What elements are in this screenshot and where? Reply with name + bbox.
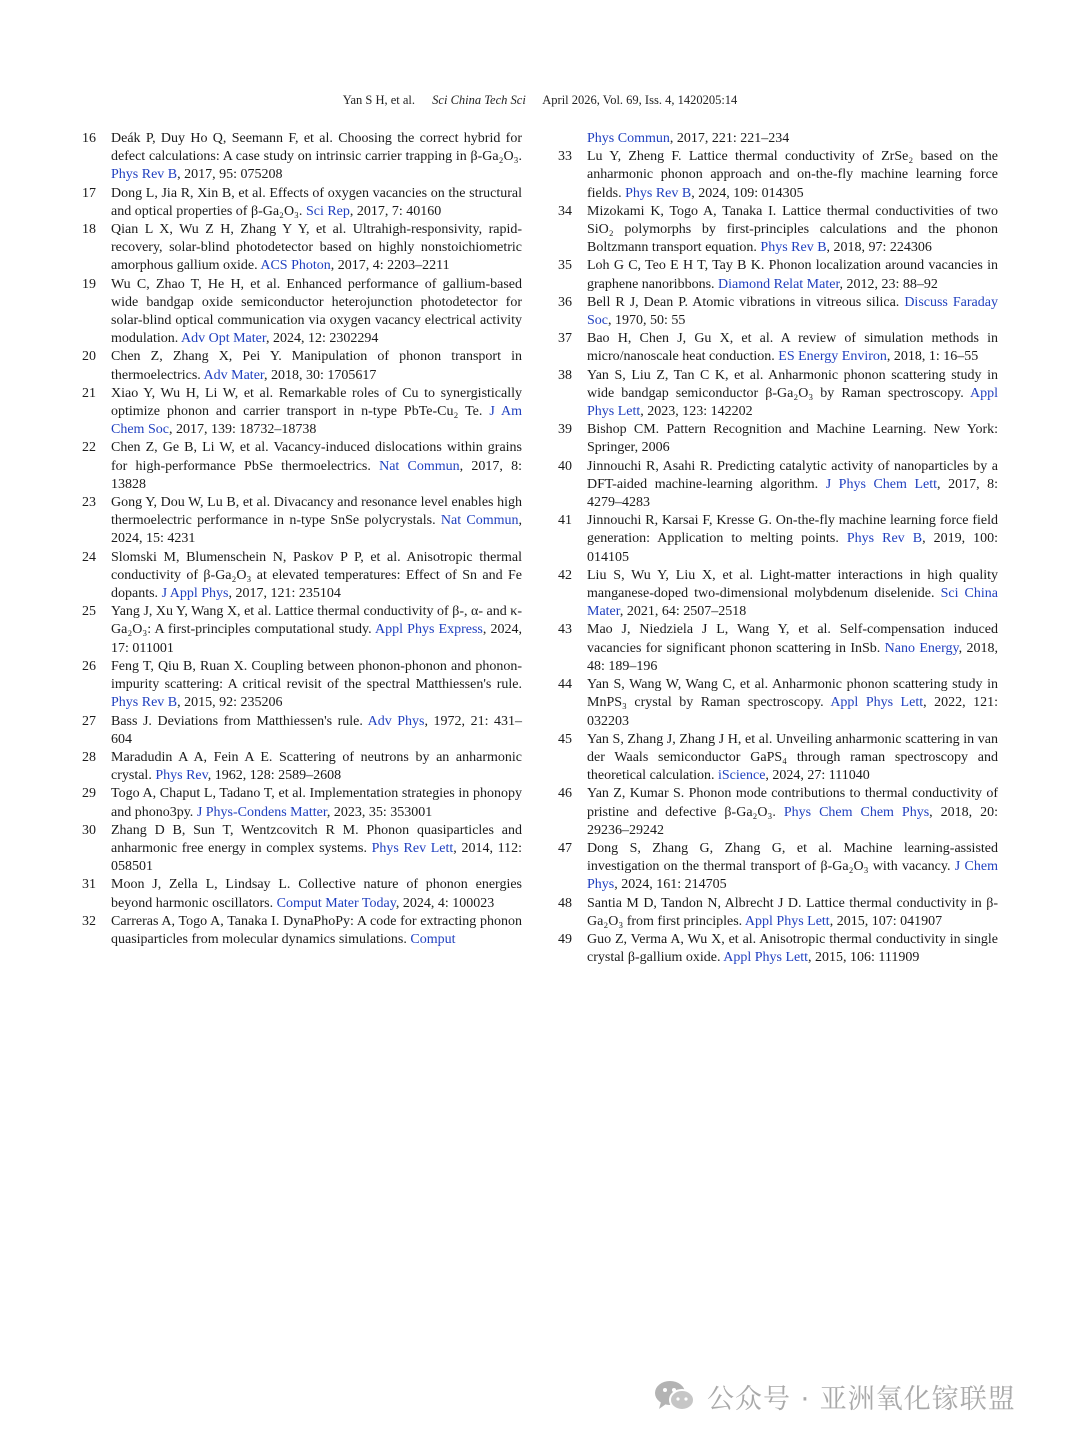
watermark-text: 公众号 · 亚洲氧化镓联盟: [707, 1383, 1016, 1415]
journal-link[interactable]: Discuss Faraday Soc: [587, 294, 998, 329]
reference-tail: , 2019, 100: 014105: [587, 531, 999, 565]
reference-text: Qian L X, Wu Z H, Zhang Y Y, et al. Ultrahigh-responsivity, rapid-recovery, solar-blind photodetector based on highly nonstoichiometric amorphous gallium oxide.: [111, 222, 522, 274]
reference-tail: , 2017, 121: 235104: [228, 586, 341, 602]
reference-tail: , 2015, 106: 111909: [808, 950, 920, 966]
reference-text: Deák P, Duy Ho Q, Seemann F, et al. Choosing the correct hybrid for defect calculations: A case study on intrinsic carrier trapping in β-Ga₂O₃.: [111, 131, 522, 165]
journal-link[interactable]: Phys Commun: [587, 131, 670, 146]
journal-link[interactable]: iScience: [718, 768, 766, 784]
reference-text: Slomski M, Blumenschein N, Paskov P P, et al. Anisotropic thermal conductivity of β-Ga₂O₃ at elevated temperatures: Effect of Sn and Fe dopants.: [111, 549, 522, 602]
reference-number: 17: [82, 185, 96, 201]
reference-number: 49: [558, 931, 572, 947]
reference-tail: , 2017, 4: 2203–2211: [330, 258, 450, 274]
journal-link[interactable]: Phys Rev B: [111, 695, 178, 711]
reference-text: Zhang D B, Sun T, Wentzcovitch R M. Phonon quasiparticles and anharmonic free energy in complex systems.: [111, 822, 522, 856]
reference-text: Carreras A, Togo A, Tanaka I. DynaPhoPy: A code for extracting phonon quasiparticles from molecular dynamics simulations.: [111, 913, 522, 947]
reference-tail: , 2017, 8: 13828: [111, 458, 522, 492]
journal-link[interactable]: Adv Opt Mater: [181, 331, 266, 347]
journal-link[interactable]: J Am Chem Soc: [111, 404, 522, 438]
reference-number: 48: [558, 895, 572, 911]
reference-tail: , 2021, 64: 2507–2518: [619, 604, 747, 620]
reference-number: 33: [558, 149, 572, 165]
header-journal: Sci China Tech Sci: [432, 93, 526, 107]
reference-number: 32: [82, 913, 96, 929]
reference-item: [82, 276, 522, 349]
reference-number: 47: [558, 840, 572, 856]
journal-link[interactable]: Nat Commun: [379, 458, 460, 474]
reference-text: Gong Y, Dou W, Lu B, et al. Divacancy and resonance level enables high thermoelectric performance in n-type SnSe polycrystals.: [111, 495, 522, 529]
journal-link[interactable]: Appl Phys Lett: [587, 385, 998, 420]
journal-link[interactable]: J Appl Phys: [161, 586, 229, 602]
journal-link[interactable]: ACS Photon: [260, 258, 331, 274]
reference-tail: , 2023, 123: 142202: [640, 404, 753, 420]
reference-number: 23: [82, 495, 96, 511]
reference-item: [82, 130, 522, 185]
reference-item: [558, 421, 998, 457]
reference-number: 29: [82, 786, 96, 802]
reference-tail: , 2024, 12: 2302294: [265, 331, 379, 347]
journal-link[interactable]: Phys Rev B: [846, 531, 923, 547]
reference-text: Chen Z, Zhang X, Pei Y. Manipulation of phonon transport in thermoelectrics.: [111, 349, 522, 383]
reference-tail: , 2015, 107: 041907: [829, 913, 943, 929]
journal-link[interactable]: Appl Phys Lett: [830, 695, 924, 711]
journal-link[interactable]: Adv Phys: [367, 713, 425, 729]
journal-link[interactable]: Nat Commun: [440, 513, 519, 529]
reference-number: 44: [558, 677, 572, 693]
reference-item: [82, 749, 522, 785]
wechat-icon: [653, 1378, 697, 1414]
reference-item: [82, 549, 522, 604]
reference-item: [558, 785, 998, 840]
reference-item: [82, 913, 522, 949]
reference-number: 34: [558, 203, 572, 219]
journal-link[interactable]: Comput: [410, 931, 456, 947]
journal-link[interactable]: J Phys-Condens Matter: [196, 804, 327, 820]
reference-item: [558, 294, 998, 330]
reference-text: Wu C, Zhao T, He H, et al. Enhanced performance of gallium-based wide bandgap oxide semiconductor heterojunction photodetector for solar-blind optical communication via oxygen vacancy electrical activity modulation.: [111, 276, 522, 347]
reference-item: [82, 221, 522, 276]
reference-text: Dong L, Jia R, Xin B, et al. Effects of oxygen vacancies on the structural and optical properties of β-Ga₂O₃.: [111, 185, 522, 219]
reference-item: [558, 458, 998, 513]
reference-number: 22: [82, 440, 96, 456]
reference-item: [558, 840, 998, 895]
reference-item: [82, 785, 522, 821]
reference-text: Yan Z, Kumar S. Phonon mode contributions to thermal conductivity of pristine and defective β-Ga₂O₃.: [587, 786, 998, 820]
reference-text: Mao J, Niedziela J L, Wang Y, et al. Self-compensation induced vacancies for significant phonon scattering in InSb.: [587, 622, 998, 656]
reference-tail: , 1970, 50: 55: [608, 313, 686, 329]
reference-text: Bao H, Chen J, Gu X, et al. A review of simulation methods in micro/nanoscale heat conduction.: [587, 331, 998, 365]
reference-tail: , 2014, 112: 058501: [111, 840, 523, 875]
reference-tail: , 2018, 1: 16–55: [886, 349, 979, 365]
reference-number: 41: [558, 513, 572, 529]
reference-tail: , 1972, 21: 431–604: [111, 713, 522, 747]
journal-link[interactable]: Sci China Mater: [587, 586, 998, 620]
journal-link[interactable]: Appl Phys Lett: [744, 913, 830, 929]
reference-number: 45: [558, 731, 572, 747]
reference-tail: , 2017, 8: 4279–4283: [587, 476, 999, 511]
reference-item: [558, 621, 998, 676]
reference-number: 35: [558, 258, 572, 274]
journal-link[interactable]: Phys Rev Lett: [371, 840, 454, 856]
reference-item: [558, 330, 998, 366]
reference-text: Yan S, Wang W, Wang C, et al. Anharmonic phonon scattering study in MnPS₃ crystal by Raman spectroscopy.: [587, 677, 998, 711]
reference-item: [82, 876, 522, 912]
reference-number: 24: [82, 549, 96, 565]
journal-link[interactable]: Phys Rev B: [111, 167, 178, 183]
reference-text: Xiao Y, Wu H, Li W, et al. Remarkable roles of Cu to synergistically optimize phonon and carrier transport in n-type PbTe-Cu₂ Te.: [111, 385, 522, 420]
reference-number: 43: [558, 622, 572, 638]
reference-item: [82, 822, 522, 877]
reference-number: 25: [82, 604, 96, 620]
reference-item: [558, 731, 998, 786]
reference-item: [82, 348, 522, 384]
reference-number: 16: [82, 131, 96, 146]
reference-item: [558, 567, 998, 622]
journal-link[interactable]: Appl Phys Lett: [723, 950, 808, 966]
header-authors: Yan S H, et al.: [342, 93, 416, 107]
reference-number: 27: [82, 713, 96, 729]
reference-tail: , 2015, 92: 235206: [177, 695, 283, 711]
reference-number: 36: [558, 294, 572, 310]
reference-tail: , 2017, 95: 075208: [177, 167, 283, 183]
reference-number: 19: [82, 276, 96, 292]
reference-tail: , 2024, 4: 100023: [395, 895, 495, 911]
reference-number: 38: [558, 367, 572, 383]
reference-item: [82, 494, 522, 549]
reference-text: Yan S, Liu Z, Tan C K, et al. Anharmonic phonon scattering study in wide bandgap semiconductor β-Ga₂O₃ by Raman spectroscopy.: [587, 367, 998, 401]
reference-number: 40: [558, 458, 572, 474]
journal-link[interactable]: Adv Mater: [203, 367, 265, 383]
reference-number: 42: [558, 567, 572, 583]
reference-text: Loh G C, Teo E H T, Tay B K. Phonon localization around vacancies in graphene nanoribbons.: [587, 258, 998, 292]
reference-text: Santia M D, Tandon N, Albrecht J D. Lattice thermal conductivity in β-Ga₂O₃ from first principles.: [587, 895, 998, 929]
journal-link[interactable]: Comput Mater Today: [276, 895, 396, 911]
reference-number: 30: [82, 822, 96, 838]
reference-tail: , 2024, 27: 111040: [765, 768, 870, 784]
watermark: [653, 1376, 1016, 1416]
reference-text: Bishop CM. Pattern Recognition and Machine Learning. New York: Springer, 2006: [587, 422, 998, 456]
journal-link[interactable]: J Phys Chem Lett: [825, 476, 938, 492]
reference-item: [82, 185, 522, 221]
reference-item: [558, 895, 998, 931]
reference-text: Dong S, Zhang G, Zhang G, et al. Machine learning-assisted investigation on the thermal transport of β-Ga₂O₃ with vacancy.: [587, 840, 998, 875]
reference-item: [82, 385, 522, 440]
reference-text: Feng T, Qiu B, Ruan X. Coupling between phonon-phonon and phonon-impurity scattering: A critical revisit of the spectral Matthiessen's rule.: [111, 658, 522, 693]
reference-item: [82, 713, 522, 749]
reference-item: [558, 367, 998, 422]
reference-text: Togo A, Chaput L, Tadano T, et al. Implementation strategies in phonopy and phono3py.: [111, 786, 522, 820]
reference-item: [558, 676, 998, 731]
reference-tail: , 2012, 23: 88–92: [839, 276, 938, 292]
reference-text: Maradudin A A, Fein A E. Scattering of neutrons by an anharmonic crystal.: [111, 749, 522, 784]
reference-tail: , 2017, 139: 18732–18738: [168, 422, 317, 438]
reference-tail: , 2018, 48: 189–196: [587, 640, 999, 674]
reference-continuation: [558, 130, 998, 148]
journal-link[interactable]: Phys Rev: [155, 768, 208, 784]
reference-text: Jinnouchi R, Asahi R. Predicting catalytic activity of nanoparticles by a DFT-aided machine-learning algorithm.: [587, 458, 998, 492]
reference-item: [82, 658, 522, 713]
journal-link[interactable]: Phys Rev B: [760, 240, 827, 256]
journal-link[interactable]: Sci Rep: [305, 203, 350, 219]
header-citation: April 2026, Vol. 69, Iss. 4, 1420205:14: [542, 93, 738, 107]
reference-column-right: [558, 130, 998, 967]
journal-link[interactable]: Diamond Relat Mater: [718, 276, 840, 292]
reference-item: [82, 439, 522, 494]
reference-text: Liu S, Wu Y, Liu X, et al. Light-matter interactions in high quality manganese-doped two-dimensional molybdenum diselenide.: [587, 567, 998, 602]
reference-item: [558, 203, 998, 258]
running-header: [0, 93, 1080, 108]
reference-text: Yang J, Xu Y, Wang X, et al. Lattice thermal conductivity of β-, α- and κ-Ga₂O₃: A first-principles computational study.: [111, 604, 522, 638]
reference-text: Bass J. Deviations from Matthiessen's rule.: [111, 713, 368, 729]
reference-text: Mizokami K, Togo A, Tanaka I. Lattice thermal conductivities of two SiO₂ polymorphs by first-principles calculations and the phonon Boltzmann transport equation.: [587, 203, 998, 256]
reference-item: [558, 257, 998, 293]
reference-tail: , 2018, 30: 1705617: [264, 367, 377, 383]
journal-link[interactable]: Phys Chem Chem Phys: [783, 804, 930, 820]
reference-number: 26: [82, 658, 96, 674]
reference-text: Guo Z, Verma A, Wu X, et al. Anisotropic thermal conductivity in single crystal β-gallium oxide.: [587, 931, 998, 966]
reference-tail: , 2018, 20: 29236–29242: [587, 804, 998, 838]
reference-number: 31: [82, 877, 96, 893]
reference-number: 20: [82, 349, 96, 365]
reference-number: 28: [82, 749, 96, 765]
reference-text: Jinnouchi R, Karsai F, Kresse G. On-the-fly machine learning force field generation: Application to melting points.: [587, 513, 998, 547]
reference-tail: , 2024, 109: 014305: [691, 185, 804, 201]
journal-link[interactable]: J Chem Phys: [587, 859, 999, 893]
reference-number: 46: [558, 786, 572, 802]
reference-number: 21: [82, 385, 96, 401]
journal-link[interactable]: Phys Rev B: [625, 185, 692, 201]
reference-number: 39: [558, 422, 572, 438]
reference-tail: , 2017, 7: 40160: [349, 203, 442, 219]
reference-tail: , 2023, 35: 353001: [326, 804, 433, 820]
reference-text: Lu Y, Zheng F. Lattice thermal conductivity of ZrSe₂ based on the anharmonic phonon approach and on-the-fly machine learning force fields.: [587, 149, 998, 201]
reference-column-left: [82, 130, 522, 949]
reference-item: [558, 148, 998, 203]
reference-text: Chen Z, Ge B, Li W, et al. Vacancy-induced dislocations within grains for high-performance PbSe thermoelectrics.: [111, 440, 522, 474]
journal-link[interactable]: Nano Energy: [884, 640, 959, 656]
reference-item: [82, 603, 522, 658]
reference-tail: , 2018, 97: 224306: [826, 240, 932, 256]
reference-tail: , 2024, 15: 4231: [111, 513, 522, 547]
reference-item: [558, 512, 998, 567]
journal-link[interactable]: Appl Phys Express: [375, 622, 483, 638]
reference-number: 18: [82, 222, 96, 238]
reference-number: 37: [558, 331, 572, 347]
reference-tail: , 2022, 121: 032203: [587, 695, 999, 729]
journal-link[interactable]: ES Energy Environ: [778, 349, 887, 365]
reference-text: Bell R J, Dean P. Atomic vibrations in vitreous silica.: [587, 294, 905, 310]
reference-text: Yan S, Zhang J, Zhang J H, et al. Unveiling anharmonic scattering in van der Waals semiconductor GaPS₄ through raman spectroscopy and theoretical calculation.: [587, 731, 998, 784]
reference-tail: , 2017, 221: 221–234: [669, 131, 790, 146]
reference-tail: , 2024, 17: 011001: [111, 622, 522, 656]
reference-tail: , 1962, 128: 2589–2608: [207, 768, 342, 784]
reference-tail: , 2024, 161: 214705: [614, 877, 727, 893]
reference-text: Moon J, Zella L, Lindsay L. Collective nature of phonon energies beyond harmonic oscillators.: [111, 877, 522, 911]
reference-item: [558, 931, 998, 967]
